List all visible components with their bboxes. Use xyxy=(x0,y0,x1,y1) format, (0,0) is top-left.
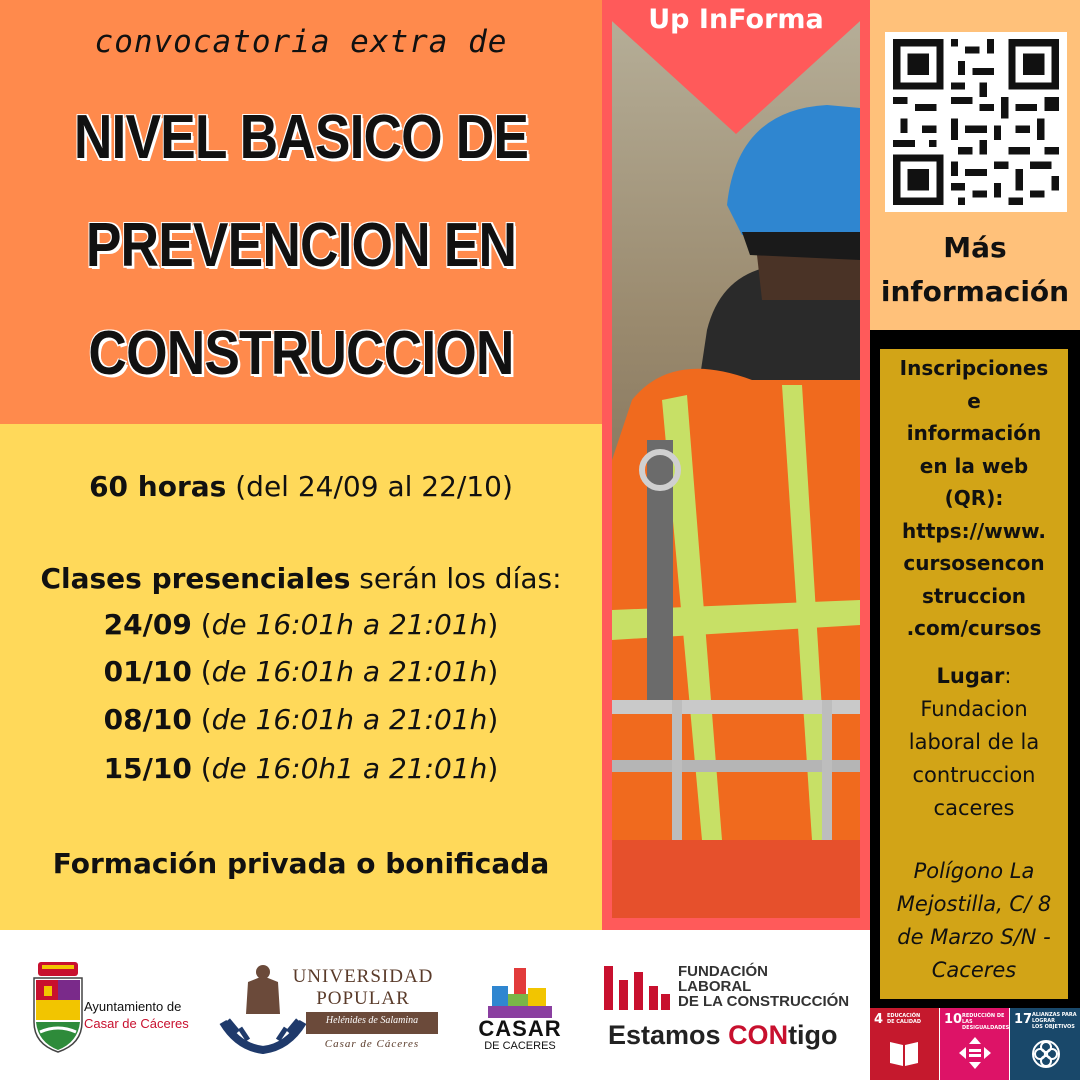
flc-slogan-b: CON xyxy=(728,1020,789,1050)
book-icon xyxy=(888,1038,920,1068)
address xyxy=(880,855,1068,987)
qr-code-graphic xyxy=(885,32,1067,212)
more-info-line-1: Más xyxy=(943,231,1007,264)
address-line: Polígono La xyxy=(913,859,1035,883)
web-link-line[interactable]: cursosencon xyxy=(903,551,1045,575)
up-line-2: POPULAR xyxy=(316,988,410,1009)
worker-illustration xyxy=(612,0,860,918)
flc-slogan-a: Estamos xyxy=(608,1020,729,1050)
qr-code-icon[interactable] xyxy=(885,32,1067,212)
address-line: de Marzo S/N - xyxy=(897,925,1051,949)
flc-slogan xyxy=(608,1020,838,1051)
reg-line: en la web xyxy=(919,453,1029,478)
session-3: 08/10 (de 16:01h a 21:01h) xyxy=(103,703,499,736)
flc-line-3: DE LA CONSTRUCCIÓN xyxy=(678,993,850,1010)
location-label: Lugar xyxy=(936,664,1005,688)
sdg-label-line: LOGRAR xyxy=(1032,1018,1055,1024)
classes-line xyxy=(0,562,602,595)
flc-bars-icon xyxy=(604,962,670,1012)
hours-bold: 60 horas xyxy=(89,470,227,503)
registration-info xyxy=(880,352,1068,645)
ribbon-label: Up InForma xyxy=(648,4,824,35)
sdg-strip xyxy=(870,1008,1080,1080)
sdg-number: 4 xyxy=(874,1012,884,1027)
reg-line: Inscripciones xyxy=(899,356,1049,380)
more-info-line-2: información xyxy=(880,275,1070,308)
course-title xyxy=(42,84,560,408)
session-4: 15/10 (de 16:0h1 a 21:01h) xyxy=(103,752,499,785)
flc-slogan-c: tigo xyxy=(788,1020,838,1050)
sdg-label xyxy=(962,1013,1009,1031)
sdg-label-line: DESIGUALDADES xyxy=(962,1025,1010,1031)
session-2: 01/10 (de 16:01h a 21:01h) xyxy=(103,655,499,688)
ayuntamiento-text xyxy=(84,998,189,1032)
town-skyline-icon xyxy=(484,966,556,1020)
address-line: Caceres xyxy=(931,958,1017,982)
web-link-line[interactable]: https://www. xyxy=(902,518,1046,543)
session-time: de 16:01h a 21:01h xyxy=(211,608,488,641)
reg-line: información xyxy=(906,421,1042,445)
ayuntamiento-logo xyxy=(30,962,86,1054)
web-link-line[interactable]: struccion xyxy=(921,583,1027,608)
sdg-tile-10 xyxy=(940,1008,1009,1080)
flc-line-1: FUNDACIÓN xyxy=(678,963,768,980)
location-line: contruccion xyxy=(912,763,1036,787)
reg-line: (QR): xyxy=(944,486,1004,510)
classes-bold: Clases presenciales xyxy=(40,562,351,595)
location-line: laboral de la xyxy=(908,730,1040,754)
sdg-label-line: DE CALIDAD xyxy=(887,1019,922,1025)
location-info xyxy=(880,660,1068,825)
partnership-icon xyxy=(1030,1038,1062,1070)
location-line: caceres xyxy=(933,796,1015,820)
classes-rest: serán los días: xyxy=(350,562,562,595)
session-time: de 16:0h1 a 21:01h xyxy=(211,752,488,785)
sdg-label-line: REDUCCIÓN DE LAS xyxy=(962,1013,1005,1025)
location-line: Fundacion xyxy=(920,697,1028,721)
construction-worker-photo xyxy=(612,0,860,918)
ayuntamiento-line-1: Ayuntamiento de xyxy=(84,999,182,1014)
casar-line-1: CASAR xyxy=(478,1016,562,1041)
location-label-line xyxy=(880,660,1068,693)
session-time: de 16:01h a 21:01h xyxy=(211,655,488,688)
title-line-2: PREVENCION EN xyxy=(85,211,517,280)
location-colon: : xyxy=(1004,664,1012,688)
session-date: 01/10 xyxy=(103,655,192,688)
ayuntamiento-line-2: Casar de Cáceres xyxy=(84,1016,189,1031)
sdg-tile-4 xyxy=(870,1008,939,1080)
sdg-tile-17 xyxy=(1010,1008,1080,1080)
casar-line-2: DE CACERES xyxy=(484,1040,556,1052)
web-link-line[interactable]: .com/cursos xyxy=(906,616,1042,640)
funding-line: Formación privada o bonificada xyxy=(52,847,550,880)
hours-line xyxy=(0,470,602,503)
sdg-label-line: EDUCACIÓN xyxy=(887,1013,921,1019)
equality-icon xyxy=(958,1036,992,1070)
session-time: de 16:01h a 21:01h xyxy=(211,703,488,736)
subtitle: convocatoria extra de xyxy=(94,24,508,60)
session-date: 24/09 xyxy=(103,608,192,641)
reg-line: e xyxy=(967,388,981,413)
up-line-4: Casar de Cáceres xyxy=(324,1038,420,1050)
sdg-number: 17 xyxy=(1014,1012,1033,1027)
universidad-popular-logo xyxy=(218,962,440,1054)
session-1: 24/09 (de 16:01h a 21:01h) xyxy=(103,608,499,641)
sdg-label xyxy=(887,1013,921,1025)
sdg-number: 10 xyxy=(944,1012,963,1027)
hours-rest: (del 24/09 al 22/10) xyxy=(226,470,513,503)
sdg-label-line: ALIANZAS PARA xyxy=(1032,1012,1077,1018)
title-line-1: NIVEL BASICO DE xyxy=(73,103,529,172)
up-line-3: Helénides de Salamina xyxy=(325,1015,419,1026)
casar-logo xyxy=(474,966,566,1056)
flc-line-2: LABORAL xyxy=(678,978,752,995)
sdg-label xyxy=(1032,1012,1077,1030)
coat-of-arms-icon xyxy=(30,962,86,1054)
more-info-heading xyxy=(870,226,1080,314)
title-line-3: CONSTRUCCION xyxy=(88,319,514,388)
address-line: Mejostilla, C/ 8 xyxy=(896,892,1052,916)
session-date: 08/10 xyxy=(103,703,192,736)
sdg-label-line: LOS OBJETIVOS xyxy=(1032,1024,1075,1030)
session-date: 15/10 xyxy=(103,752,192,785)
flc-logo xyxy=(604,962,860,1058)
up-line-1: UNIVERSIDAD xyxy=(292,966,434,987)
